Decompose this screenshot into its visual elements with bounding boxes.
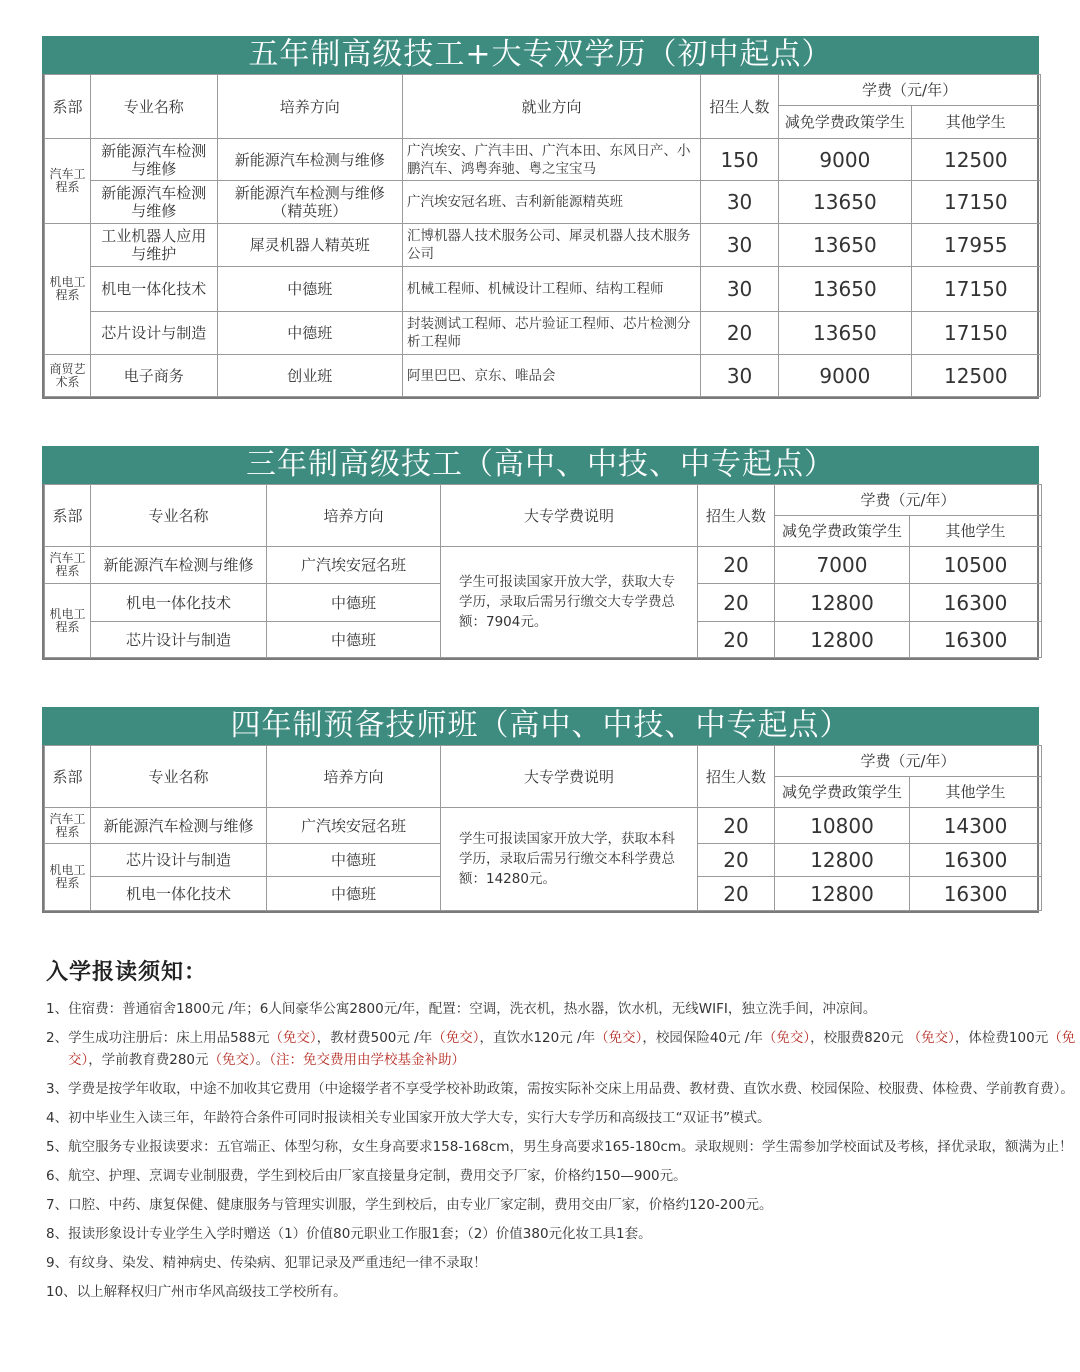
- notice-item: 1、住宿费：普通宿舍1800元 /年；6人间豪华公寓2800元/年，配置：空调，洗衣机，热水器，饮水机，无线WIFI，独立洗手间，冲凉间。: [46, 1001, 877, 1017]
- header-quota: 招生人数: [698, 485, 775, 547]
- fee-reduced-cell: 13650: [779, 224, 911, 267]
- notice-text: 。: [255, 1052, 270, 1068]
- dept-cell: 商贸艺术系: [45, 355, 91, 397]
- major-cell: 芯片设计与制造: [91, 312, 217, 355]
- quota-cell: 30: [700, 267, 778, 312]
- table-row: [45, 181, 1041, 224]
- table-row: [45, 808, 1042, 844]
- quota-cell: 30: [700, 355, 778, 397]
- notice-text: ，教材费500元 /年: [316, 1030, 433, 1046]
- direction-cell: 创业班: [217, 355, 403, 397]
- direction-cell: 犀灵机器人精英班: [217, 224, 403, 267]
- header-fee-reduced: 减免学费政策学生: [775, 516, 910, 547]
- fee-reduced-cell: 10800: [775, 808, 910, 844]
- notice-item: [46, 1027, 1076, 1071]
- dept-cell: 机电工程系: [45, 584, 91, 658]
- header-quota: 招生人数: [698, 746, 775, 808]
- header-major: 专业名称: [91, 746, 267, 808]
- fee-other-cell: 16300: [910, 844, 1042, 877]
- fee-other-cell: 17150: [911, 312, 1040, 355]
- fee-reduced-cell: 12800: [775, 584, 910, 622]
- fee-other-cell: 14300: [910, 808, 1042, 844]
- notice-item: 4、初中毕业生入读三年，年龄符合条件可同时报读相关专业国家开放大学大专，实行大专学历和高级技工“双证书”模式。: [46, 1110, 771, 1126]
- fee-other-cell: 12500: [911, 139, 1040, 181]
- free-tag: （免交）: [432, 1030, 480, 1046]
- header-fee: 学费（元/年）: [775, 485, 1042, 516]
- fee-reduced-cell: 13650: [779, 267, 911, 312]
- quota-cell: 20: [698, 877, 775, 911]
- fee-other-cell: 17150: [911, 181, 1040, 224]
- free-tag: （免交）: [595, 1030, 643, 1046]
- major-cell: 机电一体化技术: [91, 267, 217, 312]
- notice-item: 10、以上解释权归广州市华风高级技工学校所有。: [46, 1284, 347, 1300]
- fee-reduced-cell: 7000: [775, 547, 910, 584]
- free-tag: （免交）: [68, 1030, 1076, 1068]
- direction-cell: 广汽埃安冠名班: [267, 808, 441, 844]
- header-quota: 招生人数: [700, 75, 778, 139]
- header-dept: 系部: [45, 75, 91, 139]
- fee-other-cell: 16300: [910, 877, 1042, 911]
- notice-item: 5、航空服务专业报读要求：五官端正、体型匀称，女生身高要求158-168cm，男生身高要求165-180cm。录取规则：学生需参加学校面试及考核，择优录取，额满为止！: [46, 1139, 1073, 1155]
- table-title: 三年制高级技工（高中、中技、中专起点）: [42, 446, 1039, 484]
- header-fee-other: 其他学生: [910, 516, 1042, 547]
- fee-other-cell: 16300: [910, 584, 1042, 622]
- notice-text: ，校服费820元: [810, 1030, 908, 1046]
- fee-other-cell: 10500: [910, 547, 1042, 584]
- notice-item: 3、学费是按学年收取，中途不加收其它费用（中途辍学者不享受学校补助政策，需按实际补交床上用品费、教材费、直饮水费、校园保险、校服费、体检费、学前教育费）。: [46, 1081, 1074, 1097]
- header-college-fee: 大专学费说明: [441, 485, 698, 547]
- header-fee: 学费（元/年）: [779, 75, 1041, 106]
- quota-cell: 20: [698, 808, 775, 844]
- notice-text: ，体检费100元: [954, 1030, 1049, 1046]
- notice-item: 8、报读形象设计专业学生入学时赠送（1）价值80元职业工作服1套；（2）价值380元化妆工具1套。: [46, 1226, 652, 1242]
- quota-cell: 20: [700, 312, 778, 355]
- dept-cell: 汽车工程系: [45, 139, 91, 224]
- header-dept: 系部: [45, 485, 91, 547]
- free-tag: （免交）: [269, 1030, 317, 1046]
- header-college-fee: 大专学费说明: [441, 746, 698, 808]
- college-fee-note: 学生可报读国家开放大学，获取本科学历，录取后需另行缴交本科学费总额：14280元。: [441, 808, 698, 911]
- quota-cell: 20: [698, 584, 775, 622]
- dept-cell: 机电工程系: [45, 844, 91, 911]
- four-year-program-table: [42, 707, 1039, 913]
- notice-title: 入学报读须知：: [46, 960, 208, 985]
- table-row: [45, 355, 1041, 397]
- fee-other-cell: 17955: [911, 224, 1040, 267]
- direction-cell: 中德班: [267, 622, 441, 658]
- notice-text: ，校园保险40元 /年: [642, 1030, 763, 1046]
- dept-cell: 汽车工程系: [45, 808, 91, 844]
- header-employment: 就业方向: [403, 75, 701, 139]
- fee-reduced-cell: 13650: [779, 181, 911, 224]
- table-row: [45, 139, 1041, 181]
- dept-cell: 汽车工程系: [45, 547, 91, 584]
- fee-reduced-cell: 9000: [779, 355, 911, 397]
- fee-table: [44, 74, 1041, 397]
- major-cell: 机电一体化技术: [91, 877, 267, 911]
- direction-cell: 中德班: [267, 584, 441, 622]
- major-cell: 新能源汽车检测与维修: [91, 139, 217, 181]
- quota-cell: 30: [700, 224, 778, 267]
- admission-notice: [46, 955, 1076, 1310]
- fee-other-cell: 12500: [911, 355, 1040, 397]
- notice-item: 6、航空、护理、烹调专业制服费，学生到校后由厂家直接量身定制，费用交予厂家，价格约150—900元。: [46, 1168, 687, 1184]
- quota-cell: 30: [700, 181, 778, 224]
- fee-table: [44, 484, 1042, 658]
- header-fee: 学费（元/年）: [775, 746, 1042, 777]
- table-row: [45, 547, 1042, 584]
- header-direction: 培养方向: [217, 75, 403, 139]
- employment-cell: 广汽埃安冠名班、吉利新能源精英班: [403, 181, 701, 224]
- notice-item: 9、有纹身、染发、精神病史、传染病、犯罪记录及严重违纪一律不录取！: [46, 1255, 487, 1271]
- major-cell: 新能源汽车检测与维修: [91, 547, 267, 584]
- three-year-program-table: [42, 446, 1039, 660]
- quota-cell: 20: [698, 844, 775, 877]
- notice-text: ，直饮水120元 /年: [479, 1030, 596, 1046]
- direction-cell: 中德班: [267, 877, 441, 911]
- header-direction: 培养方向: [267, 485, 441, 547]
- employment-cell: 汇博机器人技术服务公司、犀灵机器人技术服务公司: [403, 224, 701, 267]
- table-title: 四年制预备技师班（高中、中技、中专起点）: [42, 707, 1039, 745]
- fee-reduced-cell: 12800: [775, 844, 910, 877]
- employment-cell: 广汽埃安、广汽丰田、广汽本田、东风日产、小鹏汽车、鸿粤奔驰、粤之宝宝马: [403, 139, 701, 181]
- fee-table: [44, 745, 1042, 911]
- fee-reduced-cell: 13650: [779, 312, 911, 355]
- major-cell: 芯片设计与制造: [91, 622, 267, 658]
- fee-other-cell: 16300: [910, 622, 1042, 658]
- header-fee-other: 其他学生: [910, 777, 1042, 808]
- free-tag: （免交）: [907, 1030, 955, 1046]
- quota-cell: 150: [700, 139, 778, 181]
- five-year-program-table: [42, 36, 1039, 399]
- direction-cell: 新能源汽车检测与维修（精英班）: [217, 181, 403, 224]
- college-fee-note: 学生可报读国家开放大学，获取大专学历，录取后需另行缴交大专学费总额：7904元。: [441, 547, 698, 658]
- free-tag: （免交）: [208, 1052, 256, 1068]
- fee-other-cell: 17150: [911, 267, 1040, 312]
- table-row: [45, 267, 1041, 312]
- table-title: 五年制高级技工+大专双学历（初中起点）: [42, 36, 1039, 74]
- header-major: 专业名称: [91, 485, 267, 547]
- fee-reduced-cell: 9000: [779, 139, 911, 181]
- major-cell: 新能源汽车检测与维修: [91, 808, 267, 844]
- header-major: 专业名称: [91, 75, 217, 139]
- major-cell: 机电一体化技术: [91, 584, 267, 622]
- table-row: [45, 224, 1041, 267]
- major-cell: 芯片设计与制造: [91, 844, 267, 877]
- header-fee-reduced: 减免学费政策学生: [775, 777, 910, 808]
- direction-cell: 中德班: [267, 844, 441, 877]
- header-direction: 培养方向: [267, 746, 441, 808]
- notice-item: 7、口腔、中药、康复保健、健康服务与管理实训服，学生到校后，由专业厂家定制，费用交由厂家，价格约120-200元。: [46, 1197, 773, 1213]
- table-row: [45, 312, 1041, 355]
- notice-text: 2、学生成功注册后：床上用品588元: [46, 1030, 270, 1046]
- header-dept: 系部: [45, 746, 91, 808]
- major-cell: 电子商务: [91, 355, 217, 397]
- major-cell: 工业机器人应用与维护: [91, 224, 217, 267]
- direction-cell: 中德班: [217, 312, 403, 355]
- fee-reduced-cell: 12800: [775, 622, 910, 658]
- fee-reduced-cell: 12800: [775, 877, 910, 911]
- notice-text: ，学前教育费280元: [88, 1052, 209, 1068]
- direction-cell: 新能源汽车检测与维修: [217, 139, 403, 181]
- free-note: （注：免交费用由学校基金补助）: [269, 1052, 466, 1068]
- free-tag: （免交）: [762, 1030, 811, 1046]
- major-cell: 新能源汽车检测与维修: [91, 181, 217, 224]
- header-fee-reduced: 减免学费政策学生: [779, 106, 911, 139]
- employment-cell: 封装测试工程师、芯片验证工程师、芯片检测分析工程师: [403, 312, 701, 355]
- quota-cell: 20: [698, 622, 775, 658]
- header-fee-other: 其他学生: [911, 106, 1040, 139]
- employment-cell: 机械工程师、机械设计工程师、结构工程师: [403, 267, 701, 312]
- direction-cell: 广汽埃安冠名班: [267, 547, 441, 584]
- direction-cell: 中德班: [217, 267, 403, 312]
- dept-cell: 机电工程系: [45, 224, 91, 355]
- quota-cell: 20: [698, 547, 775, 584]
- employment-cell: 阿里巴巴、京东、唯品会: [403, 355, 701, 397]
